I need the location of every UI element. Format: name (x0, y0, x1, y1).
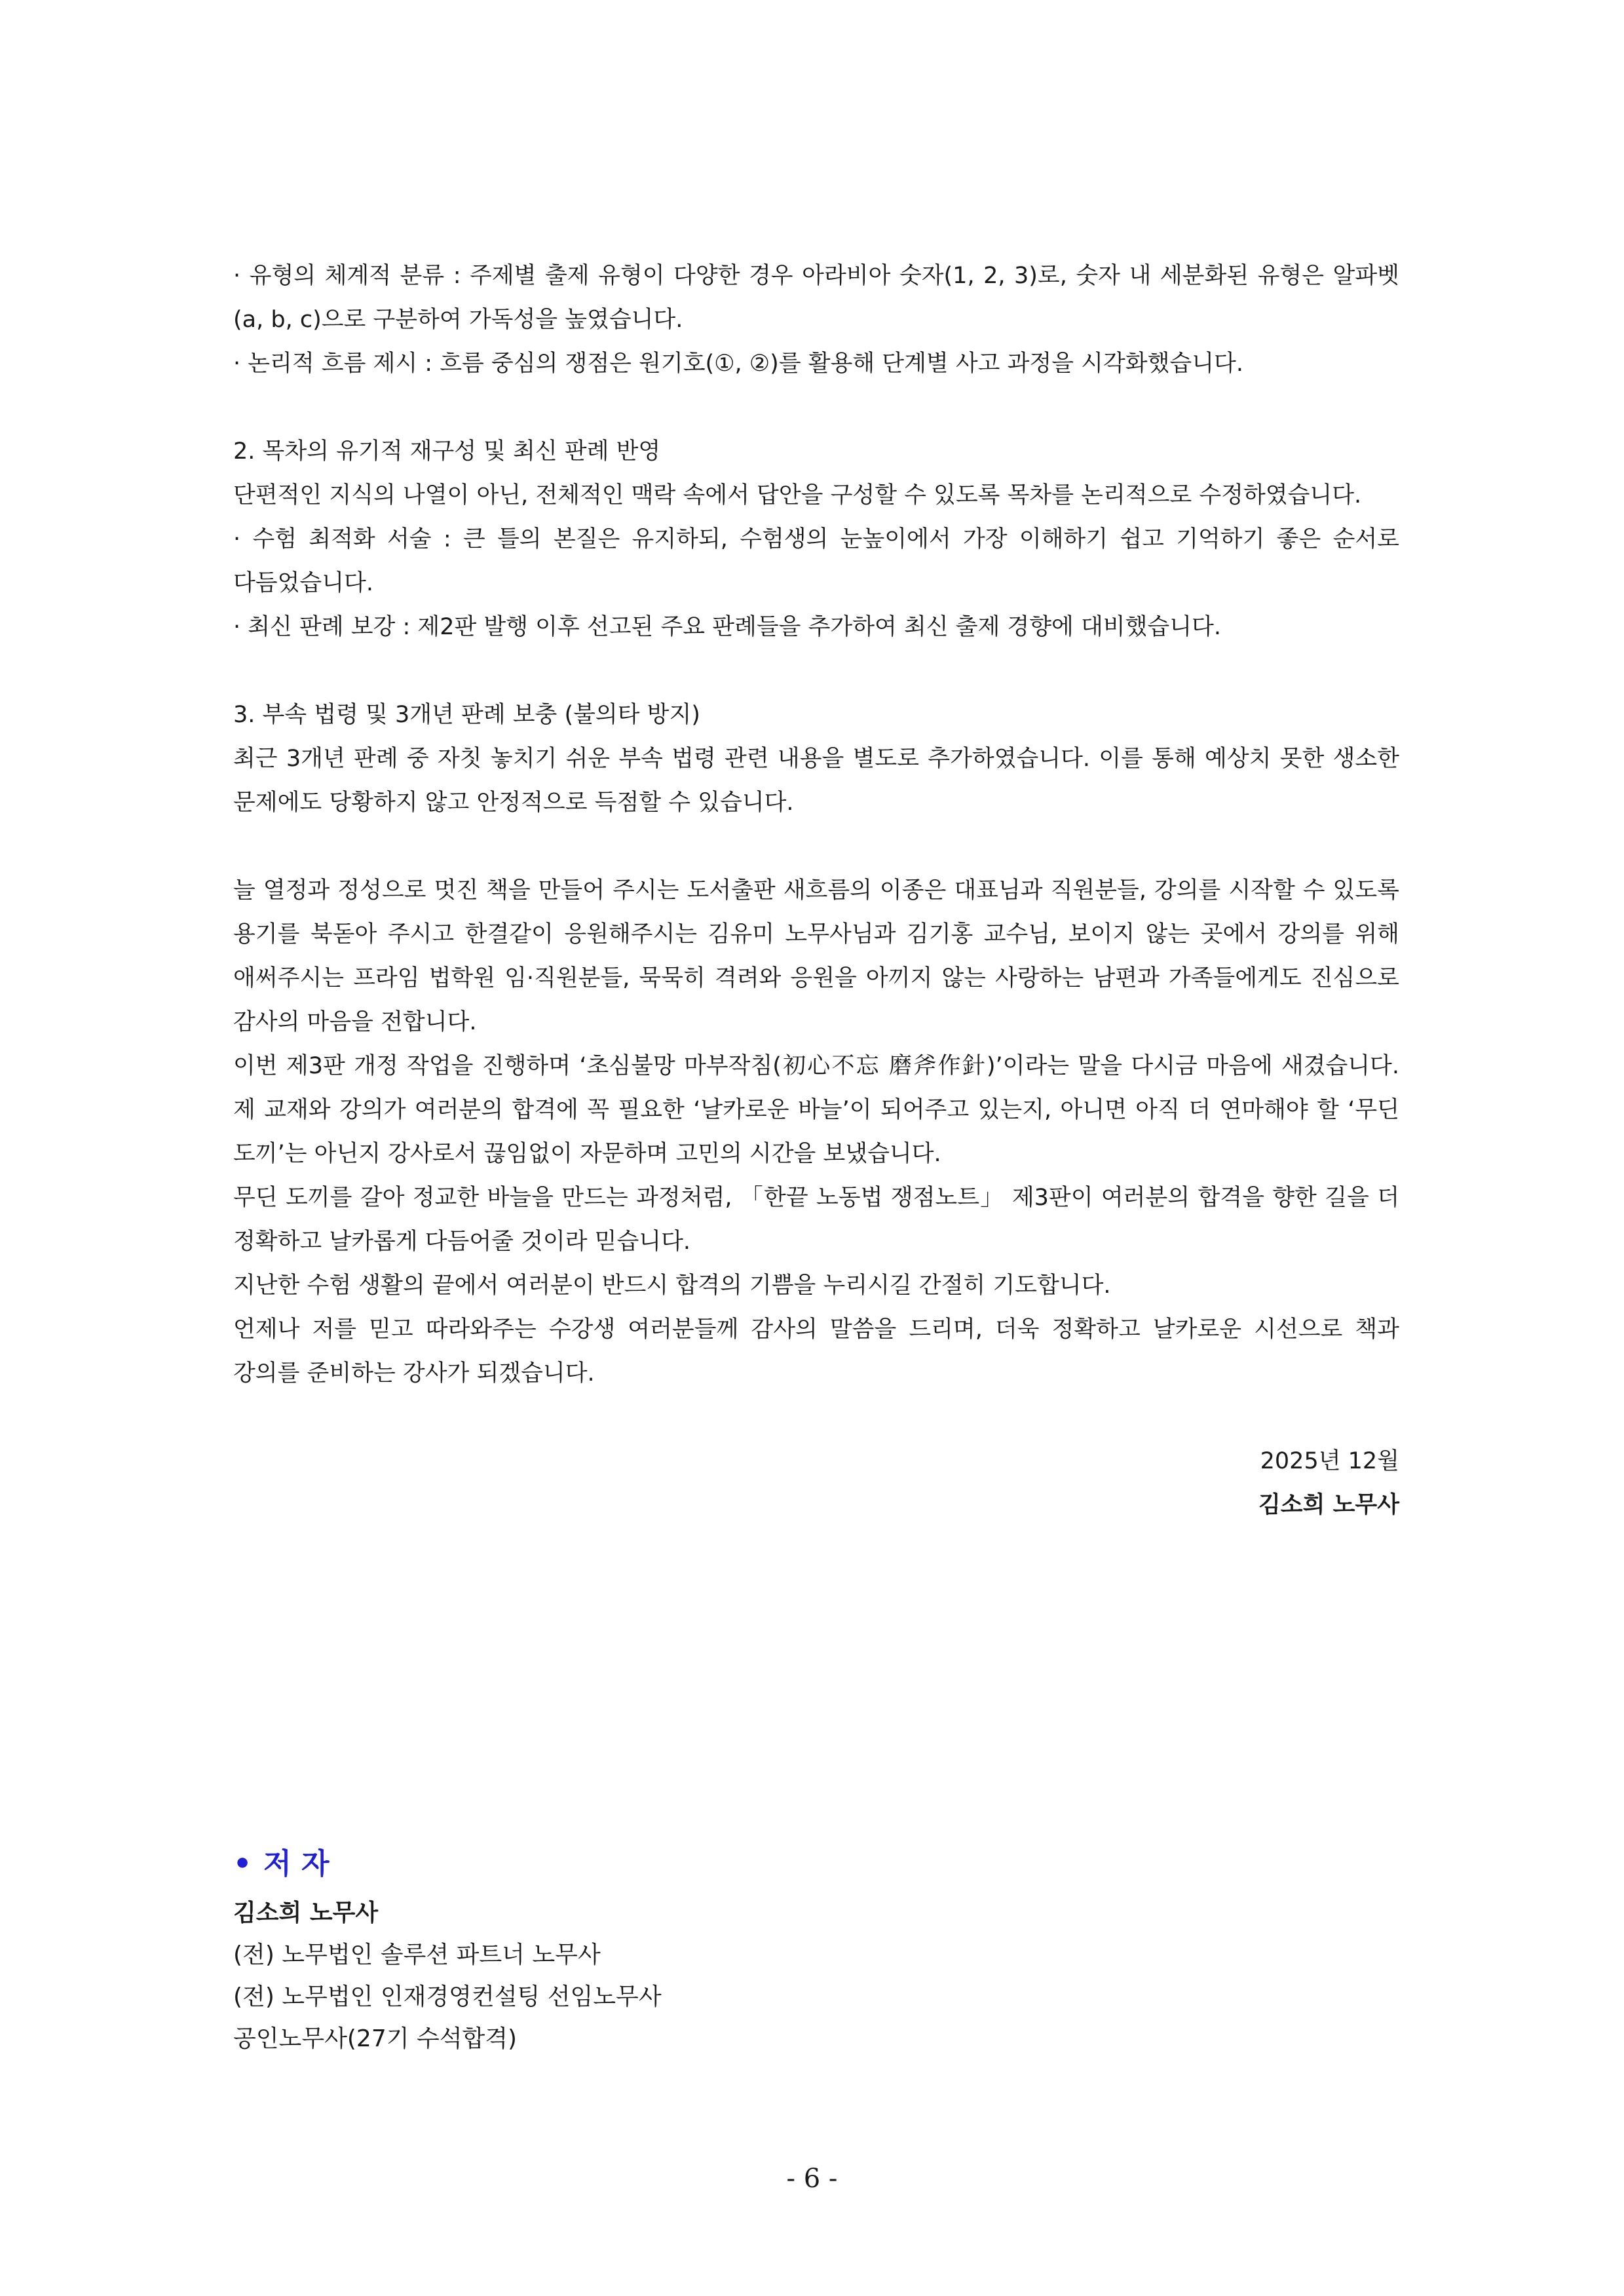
spacer (233, 649, 1399, 693)
author-section (233, 1841, 1399, 2060)
closing-axe-needle: 무딘 도끼를 갈아 정교한 바늘을 만드는 과정처럼, 「한끝 노동법 쟁점노트」 제3판이 여러분의 합격을 향한 길을 더 정확하고 날카롭게 다듬어줄 것이라 믿습니다. (233, 1185, 1399, 1255)
author-heading (233, 1841, 1399, 1887)
signature-date: 2025년 12월 (1260, 1448, 1399, 1474)
author-career-item: (전) 노무법인 솔루션 파트너 노무사 (233, 1942, 601, 1968)
section-3-heading: 3. 부속 법령 및 3개년 판례 보충 (불의타 방지) (233, 702, 700, 728)
page-number: - 6 - (786, 2164, 838, 2194)
spacer (233, 386, 1399, 430)
closing-gratitude: 언제나 저를 믿고 따라와주는 수강생 여러분들께 감사의 말씀을 드리며, 더욱 정확하고 날카로운 시선으로 책과 강의를 준비하는 강사가 되겠습니다. (233, 1316, 1399, 1387)
author-heading-label: 저 자 (263, 1847, 330, 1881)
section-2-heading: 2. 목차의 유기적 재구성 및 최신 판례 반영 (233, 438, 661, 465)
author-name: 김소희 노무사 (233, 1900, 379, 1926)
section-2-bullet-cases: · 최신 판례 보강 : 제2판 발행 이후 선고된 주요 판례들을 추가하여 최신 출제 경향에 대비했습니다. (233, 614, 1221, 640)
bullet-icon: • (233, 1847, 252, 1881)
preface-body (233, 254, 1399, 1527)
closing-prayer: 지난한 수험 생활의 끝에서 여러분이 반드시 합격의 기쁨을 누리시길 간절히 기도합니다. (233, 1272, 1111, 1299)
author-career-item: (전) 노무법인 인재경영컨설팅 선임노무사 (233, 1983, 662, 2010)
signature-name: 김소희 노무사 (1258, 1492, 1399, 1518)
closing-thanks: 늘 열정과 정성으로 멋진 책을 만들어 주시는 도서출판 새흐름의 이종은 대표님과 직원분들, 강의를 시작할 수 있도록 용기를 북돋아 주시고 한결같이 응원해주시는 김유미 노무사님과 김기홍 교수님, 보이지 않는 곳에서 강의를 위해 애써주시는 프라임 법학원 임·직원분들, 묵묵히 격려와 응원을 아끼지 않는 사랑하는 남편과 가족들에게도 진심으로 감사의 마음을 전합니다. (233, 877, 1399, 1035)
spacer (233, 825, 1399, 869)
section-2-bullet-exam: · 수험 최적화 서술 : 큰 틀의 본질은 유지하되, 수험생의 눈높이에서 가장 이해하기 쉽고 기억하기 좋은 순서로 다듬었습니다. (233, 526, 1399, 596)
author-career-item: 공인노무사(27기 수석합격) (233, 2025, 518, 2052)
paragraph-type-classification: · 유형의 체계적 분류 : 주제별 출제 유형이 다양한 경우 아라비아 숫자(1, 2, 3)로, 숫자 내 세분화된 유형은 알파벳(a, b, c)으로 구분하여 가독성을 높였습니다. (233, 263, 1399, 333)
section-2-paragraph: 단편적인 지식의 나열이 아닌, 전체적인 맥락 속에서 답안을 구성할 수 있도록 목차를 논리적으로 수정하였습니다. (233, 482, 1362, 508)
closing-third-edition: 이번 제3판 개정 작업을 진행하며 ‘초심불망 마부작침(初心不忘 磨斧作針)’이라는 말을 다시금 마음에 새겼습니다. 제 교재와 강의가 여러분의 합격에 꼭 필요한 ‘날카로운 바늘’이 되어주고 있는지, 아니면 아직 더 연마해야 할 ‘무딘 도끼’는 아닌지 강사로서 끊임없이 자문하며 고민의 시간을 보냈습니다. (233, 1053, 1399, 1167)
paragraph-logical-flow: · 논리적 흐름 제시 : 흐름 중심의 쟁점은 원기호(①, ②)를 활용해 단계별 사고 과정을 시각화했습니다. (233, 351, 1243, 377)
spacer (233, 1396, 1399, 1440)
section-3-paragraph: 최근 3개년 판례 중 자칫 놓치기 쉬운 부속 법령 관련 내용을 별도로 추가하였습니다. 이를 통해 예상치 못한 생소한 문제에도 당황하지 않고 안정적으로 득점할 수 있습니다. (233, 746, 1399, 816)
